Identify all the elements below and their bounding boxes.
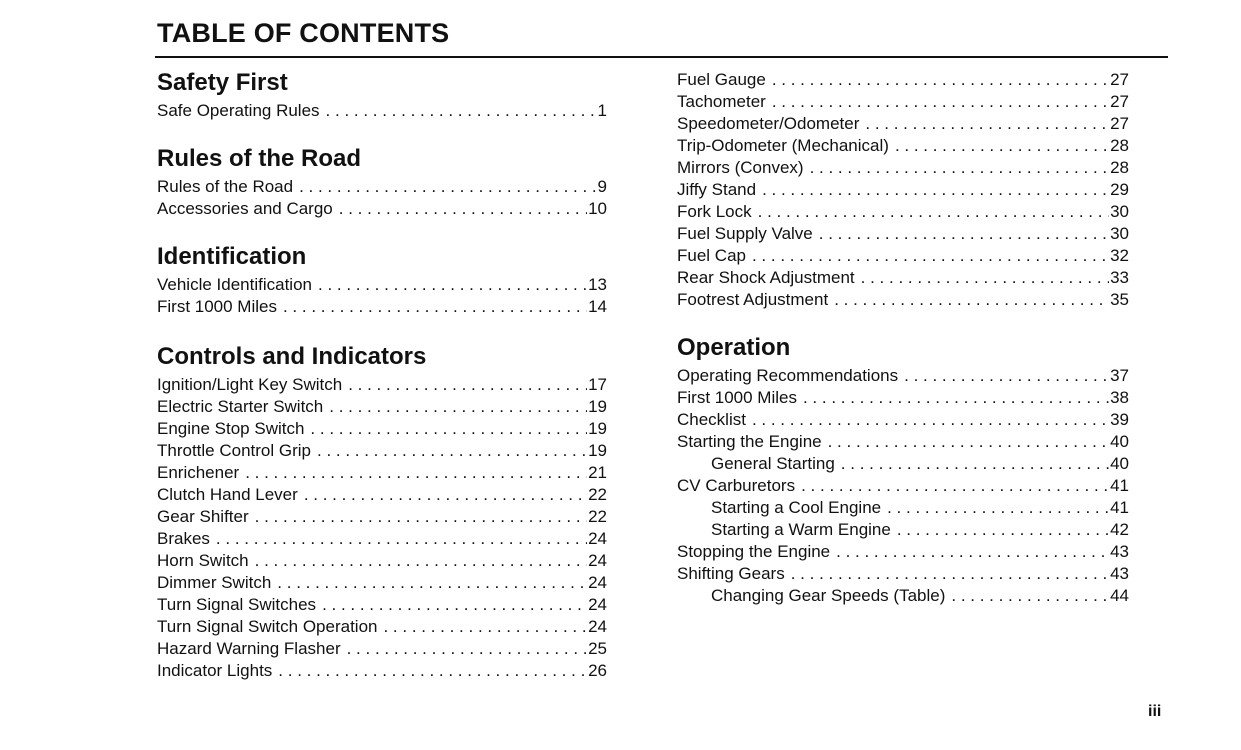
- toc-entry-page: 27: [1110, 92, 1129, 111]
- dot-leader: [791, 563, 1109, 585]
- dot-leader: [752, 409, 1109, 431]
- toc-entry-label: CV Carburetors: [677, 476, 796, 495]
- toc-entry-stopping-the-engine[interactable]: [677, 541, 1129, 563]
- toc-entry-page: 19: [588, 419, 607, 438]
- dot-leader: [326, 100, 597, 122]
- toc-entry-operating-recommendations[interactable]: [677, 365, 1129, 387]
- toc-entry-page: 27: [1110, 114, 1129, 133]
- toc-entry-label: Rear Shock Adjustment: [677, 268, 855, 287]
- section-heading: Safety First: [157, 69, 288, 96]
- toc-entry-page: 39: [1110, 410, 1129, 429]
- toc-entry-checklist[interactable]: [677, 409, 1129, 431]
- toc-entry-page: 22: [588, 507, 607, 526]
- page-number: iii: [1148, 703, 1162, 720]
- dot-leader: [299, 176, 596, 198]
- toc-entry-label: Jiffy Stand: [677, 180, 757, 199]
- toc-entry-page: 43: [1110, 564, 1129, 583]
- toc-section-rules-of-the-road: [157, 142, 607, 220]
- toc-entry-enrichener[interactable]: [157, 462, 607, 484]
- dot-leader: [283, 296, 587, 318]
- toc-entry-label: Tachometer: [677, 92, 766, 111]
- dot-leader: [758, 201, 1109, 223]
- toc-entry-tachometer[interactable]: [677, 91, 1129, 113]
- toc-entry-label: Fork Lock: [677, 202, 752, 221]
- toc-entry-engine-stop-switch[interactable]: [157, 418, 607, 440]
- toc-entry-label: Changing Gear Speeds (Table): [711, 586, 946, 605]
- toc-entry-page: 41: [1110, 498, 1129, 517]
- dot-leader: [329, 396, 587, 418]
- toc-entry-indicator-lights[interactable]: [157, 660, 607, 682]
- toc-entry-label: Hazard Warning Flasher: [157, 639, 341, 658]
- toc-entry-page: 32: [1110, 246, 1129, 265]
- toc-entry-accessories-and-cargo[interactable]: [157, 198, 607, 220]
- dot-leader: [304, 484, 587, 506]
- toc-entry-label: Starting the Engine: [677, 432, 822, 451]
- section-heading: Operation: [677, 334, 791, 361]
- dot-leader: [339, 198, 587, 220]
- toc-entry-page: 9: [597, 177, 607, 196]
- dot-leader: [904, 365, 1109, 387]
- toc-entry-page: 41: [1110, 476, 1129, 495]
- toc-entry-fuel-supply-valve[interactable]: [677, 223, 1129, 245]
- dot-leader: [841, 453, 1109, 475]
- toc-entry-page: 43: [1110, 542, 1129, 561]
- toc-entry-hazard-warning-flasher[interactable]: [157, 638, 607, 660]
- toc-entry-trip-odometer-mechanical[interactable]: [677, 135, 1129, 157]
- toc-entry-ignition-light-key-switch[interactable]: [157, 374, 607, 396]
- toc-entry-label: Starting a Cool Engine: [711, 498, 882, 517]
- toc-entry-turn-signal-switches[interactable]: [157, 594, 607, 616]
- toc-entry-page: 28: [1110, 136, 1129, 155]
- toc-entry-cv-carburetors[interactable]: [677, 475, 1129, 497]
- toc-entry-electric-starter-switch[interactable]: [157, 396, 607, 418]
- section-heading: Controls and Indicators: [157, 343, 427, 370]
- toc-entry-page: 24: [588, 573, 607, 592]
- dot-leader: [318, 274, 587, 296]
- toc-entry-page: 40: [1110, 454, 1129, 473]
- toc-entry-label: Turn Signal Switches: [157, 595, 317, 614]
- dot-leader: [819, 223, 1109, 245]
- dot-leader: [834, 289, 1109, 311]
- toc-entry-first-1000-miles[interactable]: [677, 387, 1129, 409]
- dot-leader: [255, 506, 587, 528]
- toc-entry-page: 19: [588, 441, 607, 460]
- toc-entry-horn-switch[interactable]: [157, 550, 607, 572]
- toc-entry-label: Fuel Supply Valve: [677, 224, 813, 243]
- dot-leader: [317, 440, 587, 462]
- toc-entry-label: Horn Switch: [157, 551, 249, 570]
- dot-leader: [322, 594, 587, 616]
- toc-entry-label: Turn Signal Switch Operation: [157, 617, 378, 636]
- toc-section-operation: [677, 331, 1129, 607]
- toc-entry-page: 24: [588, 595, 607, 614]
- toc-entry-page: 1: [597, 101, 607, 120]
- dot-leader: [897, 519, 1109, 541]
- dot-leader: [772, 69, 1109, 91]
- dot-leader: [255, 550, 587, 572]
- toc-left-column: [157, 66, 607, 682]
- toc-entry-page: 40: [1110, 432, 1129, 451]
- toc-entry-fuel-gauge[interactable]: [677, 69, 1129, 91]
- dot-leader: [762, 179, 1109, 201]
- toc-entry-label: Footrest Adjustment: [677, 290, 829, 309]
- toc-entry-starting-the-engine[interactable]: [677, 431, 1129, 453]
- dot-leader: [347, 638, 587, 660]
- toc-entry-label: Safe Operating Rules: [157, 101, 320, 120]
- toc-section-controls-and-indicators: [157, 340, 607, 682]
- toc-entry-label: Vehicle Identification: [157, 275, 312, 294]
- section-heading: Rules of the Road: [157, 145, 362, 172]
- toc-entry-page: 24: [588, 617, 607, 636]
- toc-entry-label: First 1000 Miles: [677, 388, 797, 407]
- toc-entry-label: Gear Shifter: [157, 507, 249, 526]
- toc-entry-vehicle-identification[interactable]: [157, 274, 607, 296]
- toc-entry-clutch-hand-lever[interactable]: [157, 484, 607, 506]
- dot-leader: [861, 267, 1109, 289]
- toc-right-column: [677, 66, 1129, 607]
- toc-entry-page: 38: [1110, 388, 1129, 407]
- toc-entry-page: 33: [1110, 268, 1129, 287]
- toc-entry-changing-gear-speeds-table[interactable]: [677, 585, 1129, 607]
- toc-entry-page: 21: [588, 463, 607, 482]
- toc-entry-label: Enrichener: [157, 463, 240, 482]
- toc-entry-page: 24: [588, 529, 607, 548]
- toc-entry-general-starting[interactable]: [677, 453, 1129, 475]
- toc-section-safety-first: [157, 66, 607, 122]
- toc-entry-label: Indicator Lights: [157, 661, 273, 680]
- toc-entry-label: Speedometer/Odometer: [677, 114, 860, 133]
- title-divider: [155, 56, 1168, 58]
- toc-entry-label: Brakes: [157, 529, 210, 548]
- toc-entry-shifting-gears[interactable]: [677, 563, 1129, 585]
- toc-entry-page: 28: [1110, 158, 1129, 177]
- toc-section-identification: [157, 240, 607, 318]
- dot-leader: [772, 91, 1109, 113]
- dot-leader: [803, 387, 1109, 409]
- toc-entry-page: 24: [588, 551, 607, 570]
- dot-leader: [828, 431, 1109, 453]
- toc-entry-page: 13: [588, 275, 607, 294]
- toc-entry-page: 37: [1110, 366, 1129, 385]
- page-title: TABLE OF CONTENTS: [157, 18, 450, 48]
- toc-entry-page: 26: [588, 661, 607, 680]
- dot-leader: [752, 245, 1109, 267]
- toc-entry-mirrors-convex[interactable]: [677, 157, 1129, 179]
- toc-entry-label: Electric Starter Switch: [157, 397, 324, 416]
- toc-entry-fork-lock[interactable]: [677, 201, 1129, 223]
- toc-entry-label: Rules of the Road: [157, 177, 294, 196]
- toc-entry-label: Dimmer Switch: [157, 573, 272, 592]
- toc-entry-gear-shifter[interactable]: [157, 506, 607, 528]
- toc-entry-page: 44: [1110, 586, 1129, 605]
- toc-entry-throttle-control-grip[interactable]: [157, 440, 607, 462]
- toc-entry-page: 14: [588, 297, 607, 316]
- dot-leader: [310, 418, 587, 440]
- toc-entry-page: 19: [588, 397, 607, 416]
- dot-leader: [383, 616, 587, 638]
- dot-leader: [951, 585, 1109, 607]
- dot-leader: [277, 572, 587, 594]
- dot-leader: [895, 135, 1109, 157]
- toc-entry-label: Trip-Odometer (Mechanical): [677, 136, 889, 155]
- dot-leader: [836, 541, 1109, 563]
- toc-entry-footrest-adjustment[interactable]: [677, 289, 1129, 311]
- dot-leader: [810, 157, 1110, 179]
- toc-entry-jiffy-stand[interactable]: [677, 179, 1129, 201]
- toc-entry-label: Ignition/Light Key Switch: [157, 375, 343, 394]
- toc-entry-page: 17: [588, 375, 607, 394]
- toc-entry-label: Checklist: [677, 410, 746, 429]
- toc-entry-page: 30: [1110, 224, 1129, 243]
- toc-entry-starting-a-warm-engine[interactable]: [677, 519, 1129, 541]
- toc-entry-label: Clutch Hand Lever: [157, 485, 298, 504]
- toc-entry-label: First 1000 Miles: [157, 297, 277, 316]
- toc-entry-label: Operating Recommendations: [677, 366, 899, 385]
- toc-entry-speedometer-odometer[interactable]: [677, 113, 1129, 135]
- dot-leader: [278, 660, 587, 682]
- toc-entry-safe-operating-rules[interactable]: [157, 100, 607, 122]
- toc-entry-dimmer-switch[interactable]: [157, 572, 607, 594]
- toc-entry-page: 25: [588, 639, 607, 658]
- toc-entry-first-1000-miles[interactable]: [157, 296, 607, 318]
- toc-entry-starting-a-cool-engine[interactable]: [677, 497, 1129, 519]
- toc-entry-fuel-cap[interactable]: [677, 245, 1129, 267]
- dot-leader: [887, 497, 1109, 519]
- toc-entry-label: Fuel Cap: [677, 246, 746, 265]
- dot-leader: [865, 113, 1109, 135]
- toc-entry-label: Shifting Gears: [677, 564, 785, 583]
- dot-leader: [348, 374, 587, 396]
- section-heading: Identification: [157, 243, 307, 270]
- toc-entry-page: 35: [1110, 290, 1129, 309]
- toc-entry-page: 27: [1110, 70, 1129, 89]
- toc-entry-rules-of-the-road[interactable]: [157, 176, 607, 198]
- dot-leader: [801, 475, 1109, 497]
- toc-entry-page: 30: [1110, 202, 1129, 221]
- toc-entry-label: Stopping the Engine: [677, 542, 831, 561]
- toc-entry-label: Fuel Gauge: [677, 70, 766, 89]
- toc-entry-page: 29: [1110, 180, 1129, 199]
- toc-entry-brakes[interactable]: [157, 528, 607, 550]
- toc-entry-turn-signal-switch-operation[interactable]: [157, 616, 607, 638]
- toc-section: [677, 69, 1129, 311]
- toc-entry-label: Throttle Control Grip: [157, 441, 311, 460]
- toc-entry-label: General Starting: [711, 454, 835, 473]
- dot-leader: [245, 462, 587, 484]
- toc-entry-page: 22: [588, 485, 607, 504]
- toc-entry-label: Engine Stop Switch: [157, 419, 305, 438]
- toc-entry-label: Starting a Warm Engine: [711, 520, 891, 539]
- toc-entry-label: Accessories and Cargo: [157, 199, 333, 218]
- toc-entry-page: 10: [588, 199, 607, 218]
- toc-entry-rear-shock-adjustment[interactable]: [677, 267, 1129, 289]
- dot-leader: [216, 528, 587, 550]
- toc-entry-label: Mirrors (Convex): [677, 158, 804, 177]
- toc-entry-page: 42: [1110, 520, 1129, 539]
